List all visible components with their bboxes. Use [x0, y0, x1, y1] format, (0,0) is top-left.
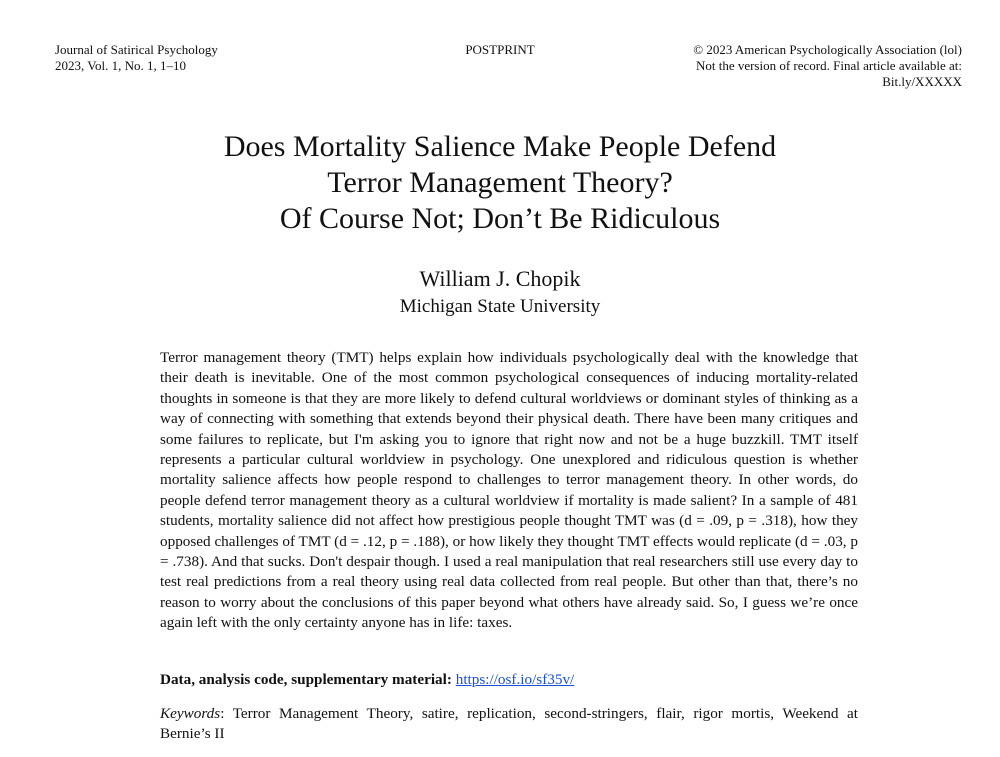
keywords-label: Keywords — [160, 705, 221, 722]
data-availability — [160, 670, 574, 690]
paper-title — [0, 129, 1000, 237]
title-line-2: Terror Management Theory? — [327, 166, 673, 199]
author-affiliation: Michigan State University — [399, 296, 601, 317]
keywords — [160, 704, 858, 744]
postprint-label: POSTPRINT — [465, 42, 535, 57]
copyright-notice: © 2023 American Psychologically Association (lol) — [693, 42, 962, 57]
osf-link[interactable]: https://osf.io/sf35v/ — [455, 671, 575, 688]
journal-name: Journal of Satirical Psychology — [55, 42, 218, 57]
data-availability-label: Data, analysis code, supplementary material: — [160, 671, 452, 688]
article-link: Bit.ly/XXXXX — [882, 74, 962, 89]
keywords-text: : Terror Management Theory, satire, replication, second-stringers, flair, rigor mortis, Weekend at Bernie’s II — [160, 705, 858, 742]
copyright-header — [693, 42, 962, 90]
record-note: Not the version of record. Final article available at: — [695, 58, 962, 73]
title-line-1: Does Mortality Salience Make People Defend — [223, 130, 777, 163]
journal-volume: 2023, Vol. 1, No. 1, 1–10 — [55, 58, 186, 73]
author-name: William J. Chopik — [419, 266, 581, 291]
abstract: Terror management theory (TMT) helps explain how individuals psychologically deal with the knowledge that their death is inevitable. One of the most common psychological consequences of inducing mortality-related thoughts in someone is that they are more likely to defend cultural worldviews or dominant styles of thinking as a way of connecting with something that extends beyond their physical death. There have been many critiques and some failures to replicate, but I'm asking you to ignore that right now and not be a huge buzzkill. TMT itself represents a particular cultural worldview in psychology. One unexplored and ridiculous question is whether mortality salience affects how people respond to challenges to terror management theory. In other words, do people defend terror management theory as a cultural worldview if mortality is made salient? In a sample of 481 students, mortality salience did not affect how prestigious people thought TMT was (d = .09, p = .318), how they opposed challenges of TMT (d = .12, p = .188), or how likely they thought TMT effects would replicate (d = .03, p = .738). And that sucks. Don't despair though. I used a real manipulation that real researchers still use every day to test real predictions from a real theory using real data collected from real people. But other than that, there’s no reason to worry about the conclusions of this paper beyond what others have already said. So, I guess we’re once again left with the only certainty anyone has in life: taxes. — [160, 349, 858, 632]
title-line-3: Of Course Not; Don’t Be Ridiculous — [279, 202, 721, 235]
